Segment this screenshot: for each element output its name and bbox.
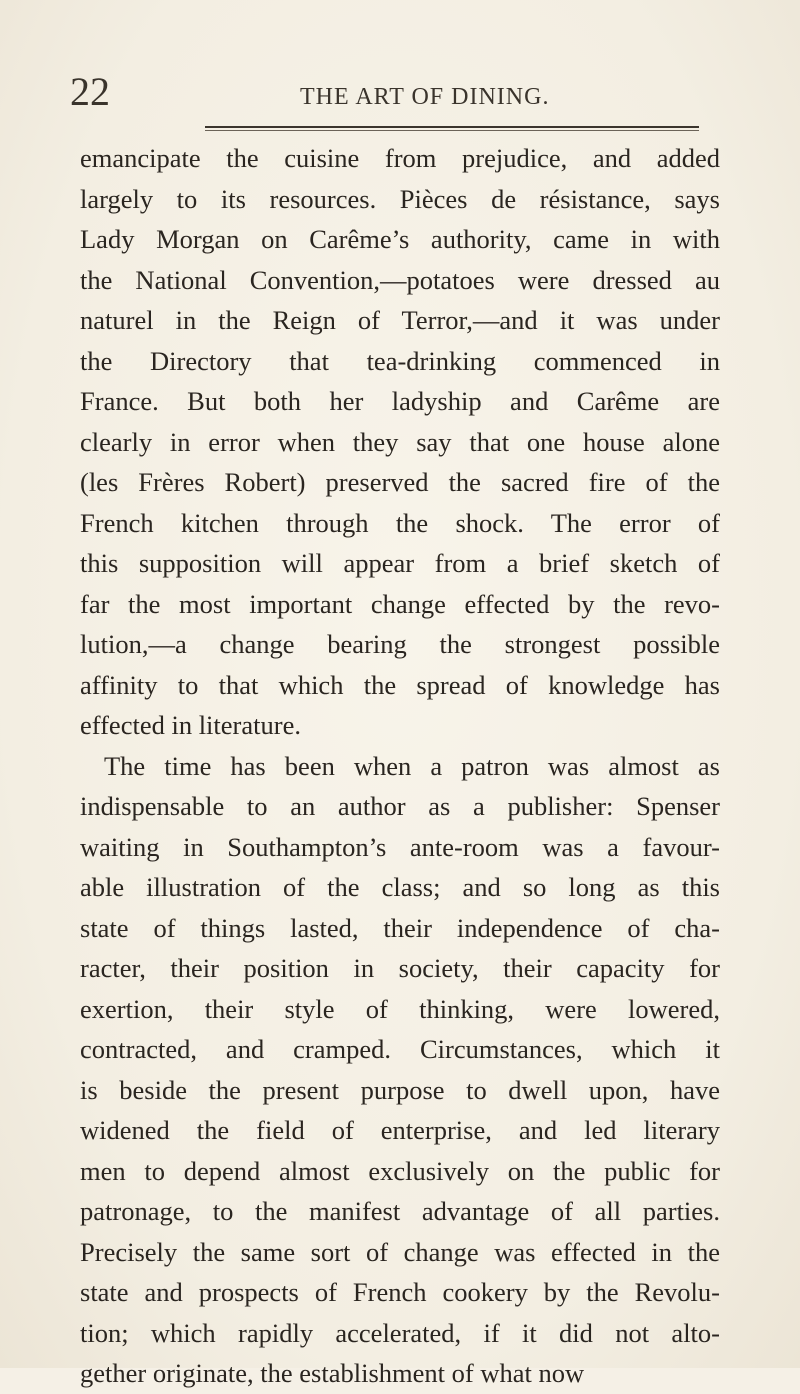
text-line: tion; which rapidly accelerated, if it did not alto- <box>80 1317 720 1348</box>
text-line: widened the field of enterprise, and led literary <box>80 1115 720 1145</box>
running-title: THE ART OF DINING. <box>300 84 550 110</box>
text-line: French kitchen through the shock. The error of <box>80 507 720 538</box>
text-line: this supposition will appear from a brief sketch of <box>80 548 720 578</box>
text-line: exertion, their style of thinking, were lowered, <box>80 993 720 1024</box>
header-rule-thin <box>205 130 699 131</box>
text-line: the Directory that tea-drinking commenced in <box>80 345 720 376</box>
text-line: indispensable to an author as a publisher: Spenser <box>80 791 720 821</box>
text-line: (les Frères Robert) preserved the sacred fire of the <box>80 467 720 497</box>
text-line: Precisely the same sort of change was effected in the <box>80 1236 720 1267</box>
text-line: effected in literature. <box>80 710 301 740</box>
text-line: men to depend almost exclusively on the public for <box>80 1155 720 1186</box>
page-header <box>70 70 720 120</box>
text-line: the National Convention,—potatoes were dressed au <box>80 264 720 295</box>
text-line: state of things lasted, their independence of cha- <box>80 912 720 943</box>
text-line: racter, their position in society, their capacity for <box>80 953 720 983</box>
text-line: Lady Morgan on Carême’s authority, came in with <box>80 224 720 254</box>
header-rule <box>205 126 699 128</box>
text-line: The time has been when a patron was almost as <box>104 750 720 781</box>
text-line: waiting in Southampton’s ante-room was a favour- <box>80 831 720 862</box>
text-line: far the most important change effected by the revo- <box>80 588 720 619</box>
text-line: able illustration of the class; and so long as this <box>80 872 720 902</box>
text-line: largely to its resources. Pièces de résistance, says <box>80 183 720 214</box>
text-line: gether originate, the establishment of what now <box>80 1358 585 1388</box>
text-line: is beside the present purpose to dwell upon, have <box>80 1074 720 1105</box>
body-text <box>80 138 720 1394</box>
text-line: France. But both her ladyship and Carême are <box>80 386 720 416</box>
text-line: emancipate the cuisine from prejudice, and added <box>80 143 720 173</box>
page-number: 22 <box>70 69 110 114</box>
text-line: naturel in the Reign of Terror,—and it was under <box>80 305 720 335</box>
text-line: state and prospects of French cookery by the Revolu- <box>80 1277 720 1307</box>
text-line: affinity to that which the spread of knowledge has <box>80 669 720 700</box>
text-line: contracted, and cramped. Circumstances, which it <box>80 1034 720 1064</box>
text-line: clearly in error when they say that one house alone <box>80 426 720 457</box>
text-line: patronage, to the manifest advantage of all parties. <box>80 1196 720 1226</box>
text-line: lution,—a change bearing the strongest possible <box>80 629 720 659</box>
